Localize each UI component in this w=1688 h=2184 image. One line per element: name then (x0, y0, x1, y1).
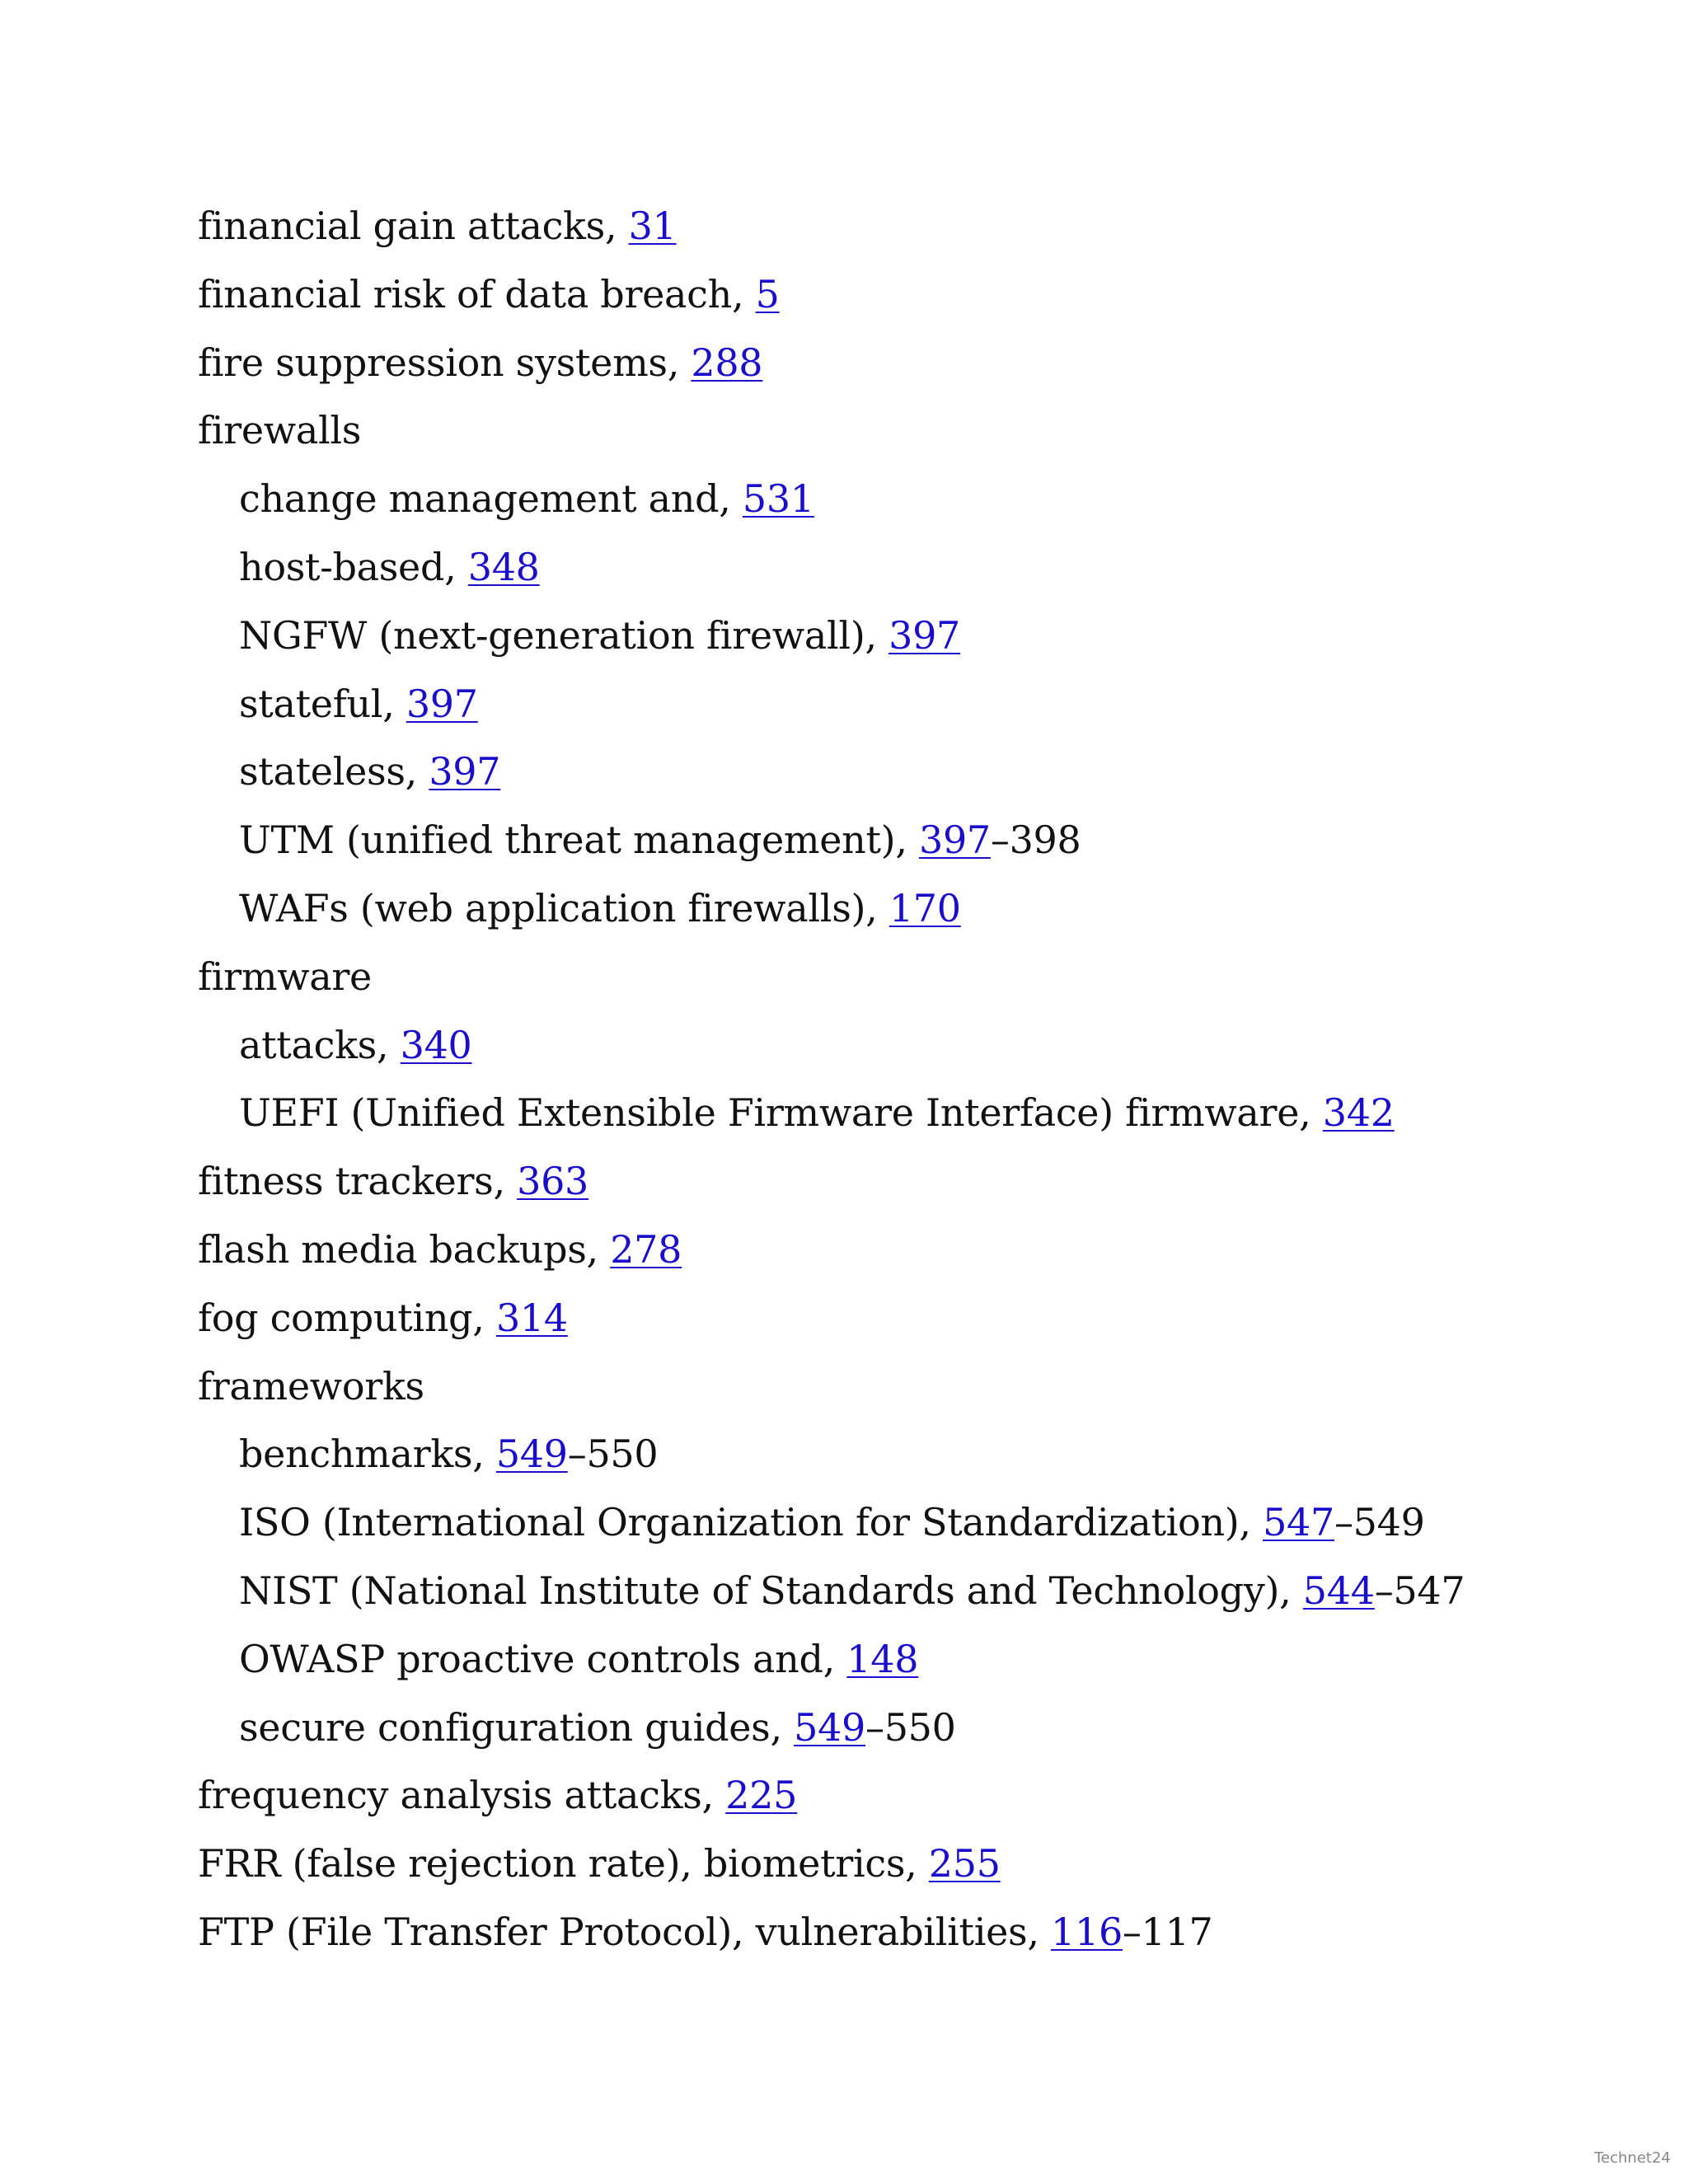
index-entry (198, 943, 1599, 1011)
index-term: FRR (false rejection rate), biometrics, (198, 1841, 929, 1886)
index-entry (198, 1898, 1599, 1966)
index-entry (198, 1761, 1599, 1830)
page-link[interactable]: 340 (400, 1022, 472, 1067)
index-term: attacks, (239, 1022, 401, 1067)
index-entry (198, 1830, 1599, 1898)
index-term: NIST (National Institute of Standards and Technology), (239, 1568, 1303, 1613)
page-link[interactable]: 348 (467, 544, 540, 589)
index-entry (198, 329, 1599, 397)
page-range-end: –550 (865, 1704, 956, 1750)
index-term: OWASP proactive controls and, (239, 1636, 847, 1681)
index-term: host-based, (239, 544, 468, 589)
index-term: fog computing, (198, 1295, 496, 1340)
index-term: fire suppression systems, (198, 340, 692, 385)
index-term: ISO (International Organization for Standardization), (239, 1500, 1264, 1545)
page-link[interactable]: 255 (928, 1841, 1001, 1886)
index-subentry (198, 533, 1599, 602)
page-range-end: –549 (1334, 1500, 1425, 1545)
page-link[interactable]: 547 (1263, 1500, 1334, 1545)
index-term: FTP (File Transfer Protocol), vulnerabilities, (198, 1909, 1052, 1954)
page-link[interactable]: 549 (495, 1432, 568, 1477)
index-subentry (198, 1488, 1599, 1557)
index-term: NGFW (next-generation firewall), (239, 612, 889, 658)
page-link[interactable]: 314 (495, 1295, 568, 1340)
page-range-end: –547 (1374, 1568, 1465, 1613)
index-subentry (198, 465, 1599, 533)
index-entry (198, 1216, 1599, 1284)
index-list (198, 192, 1599, 1966)
index-term: UEFI (Unified Extensible Firmware Interface) firmware, (239, 1090, 1323, 1136)
index-term: change management and, (239, 476, 743, 522)
index-term: firmware (198, 954, 372, 999)
index-subentry (198, 1079, 1599, 1147)
index-entry (198, 192, 1599, 260)
index-subentry (198, 1625, 1599, 1694)
index-term: WAFs (web application firewalls), (239, 885, 889, 930)
index-term: financial gain attacks, (198, 204, 629, 248)
index-term: frequency analysis attacks, (198, 1773, 726, 1818)
page-link[interactable]: 288 (691, 340, 763, 385)
page-link[interactable]: 544 (1302, 1568, 1375, 1613)
index-entry (198, 396, 1599, 465)
page-link[interactable]: 116 (1051, 1909, 1123, 1954)
page-link[interactable]: 5 (755, 271, 780, 316)
index-term: stateful, (239, 681, 406, 726)
index-term: fitness trackers, (198, 1159, 518, 1204)
index-term: stateless, (239, 749, 429, 794)
watermark: Technet24 (1594, 2149, 1671, 2167)
index-subentry (198, 670, 1599, 738)
index-subentry (198, 1694, 1599, 1762)
page-link[interactable]: 278 (610, 1226, 682, 1272)
index-subentry (198, 1420, 1599, 1488)
page-link[interactable]: 148 (846, 1636, 919, 1681)
page-link[interactable]: 397 (889, 612, 961, 658)
page-link[interactable]: 397 (918, 818, 991, 863)
index-entry (198, 260, 1599, 329)
page-link[interactable]: 397 (406, 681, 478, 726)
index-subentry (198, 1557, 1599, 1625)
index-term: secure configuration guides, (239, 1704, 795, 1750)
index-term: UTM (unified threat management), (239, 818, 919, 863)
page-link[interactable]: 342 (1322, 1090, 1395, 1136)
index-subentry (198, 1011, 1599, 1080)
index-subentry (198, 738, 1599, 806)
page-range-end: –550 (567, 1432, 659, 1477)
page-link[interactable]: 170 (889, 885, 961, 930)
page-range-end: –398 (990, 818, 1081, 863)
page-link[interactable]: 31 (628, 204, 677, 248)
page-link[interactable]: 363 (517, 1159, 589, 1204)
index-subentry (198, 806, 1599, 874)
index-term: frameworks (198, 1363, 424, 1408)
index-term: flash media backups, (198, 1226, 611, 1272)
page-link[interactable]: 397 (429, 749, 501, 794)
page-link[interactable]: 531 (742, 476, 814, 522)
page-range-end: –117 (1122, 1909, 1213, 1954)
index-term: firewalls (198, 408, 362, 453)
index-entry (198, 1147, 1599, 1216)
index-subentry (198, 874, 1599, 943)
index-term: benchmarks, (239, 1432, 496, 1477)
index-term: financial risk of data breach, (198, 271, 756, 316)
index-entry (198, 1284, 1599, 1352)
page-link[interactable]: 225 (725, 1773, 798, 1818)
index-entry (198, 1352, 1599, 1421)
page-link[interactable]: 549 (794, 1704, 866, 1750)
index-subentry (198, 602, 1599, 670)
